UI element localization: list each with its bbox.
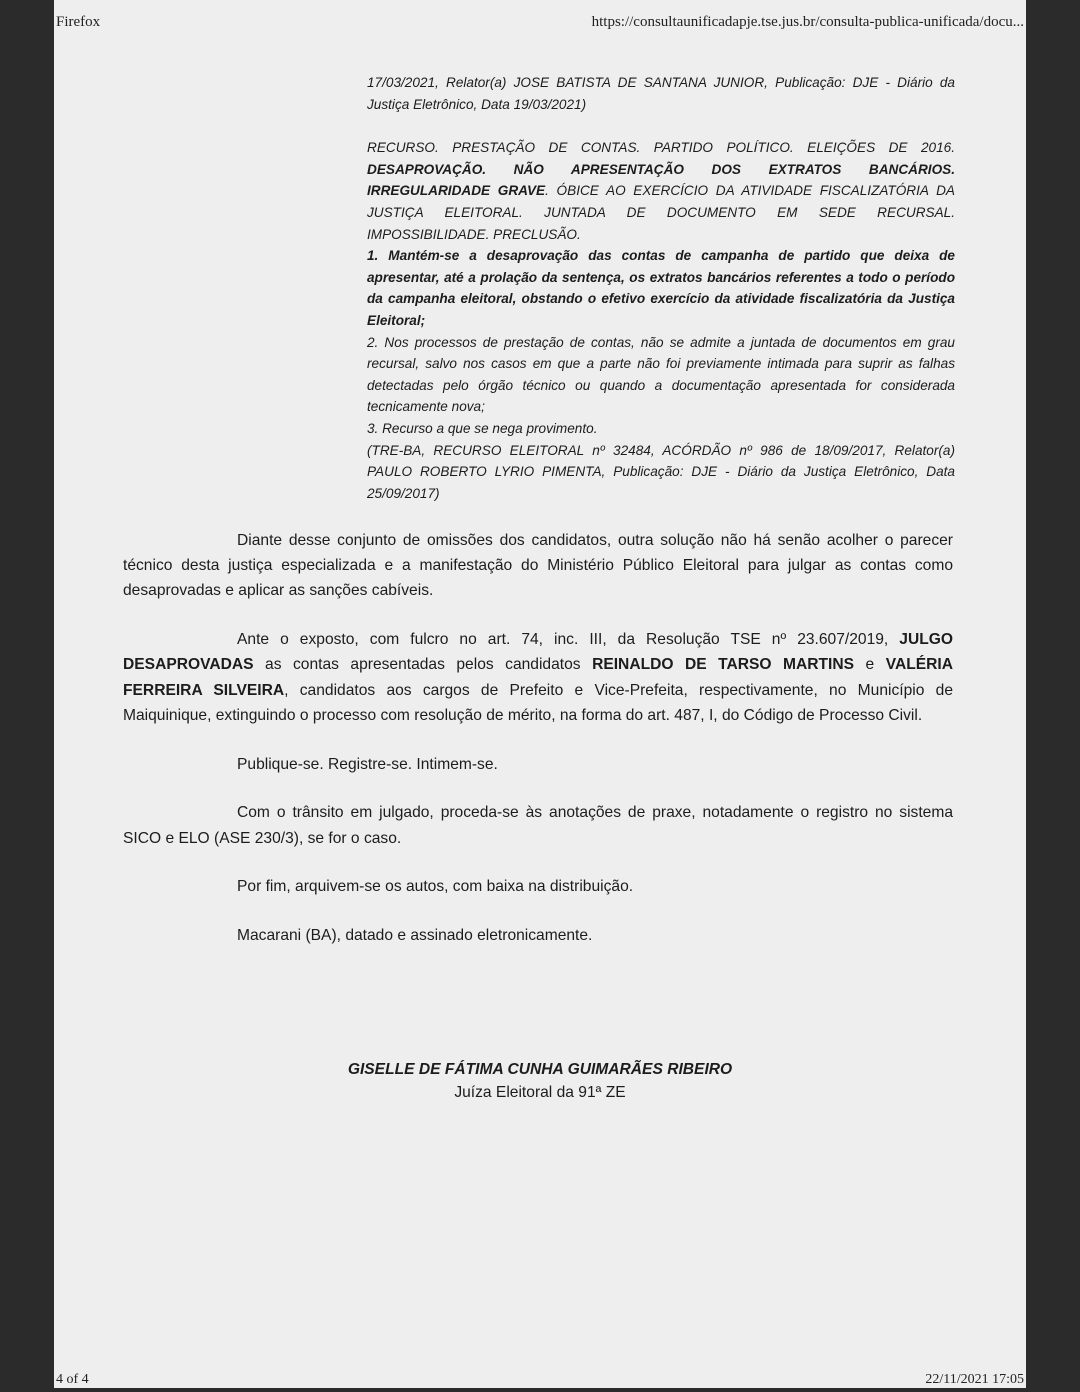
- page-indicator: 4 of 4: [56, 1372, 89, 1387]
- print-footer: [56, 1372, 1024, 1388]
- page-url[interactable]: https://consultaunificadapje.tse.jus.br/consulta-publica-unificada/docu...: [591, 14, 1024, 30]
- print-timestamp: 22/11/2021 17:05: [925, 1372, 1024, 1387]
- paragraph-transit: Com o trânsito em julgado, proceda-se às anotações de praxe, notadamente o registro no sistema SICO e ELO (ASE 230/3), se for o caso.: [123, 804, 953, 847]
- paragraph-publish: Publique-se. Registre-se. Intimem-se.: [237, 755, 498, 773]
- app-name: Firefox: [56, 14, 101, 30]
- judge-role: Juíza Eleitoral da 91ª ZE: [454, 1084, 626, 1101]
- signature-block: [54, 1058, 1026, 1104]
- jurisprudence-quote: [367, 72, 955, 504]
- decision-body: [123, 528, 953, 972]
- paragraph-conclusion: Diante desse conjunto de omissões dos candidatos, outra solução não há senão acolher o parecer técnico desta justiça especializada e a manifestação do Ministério Público Eleitoral para julgar as contas como desaprovadas e aplicar as sanções cabíveis.: [123, 532, 953, 600]
- judge-name: GISELLE DE FÁTIMA CUNHA GUIMARÃES RIBEIRO: [347, 1061, 733, 1078]
- document-page: [54, 0, 1026, 1388]
- quote-item-3: 3. Recurso a que se nega provimento.: [367, 420, 598, 436]
- quote-item-1: 1. Mantém-se a desaprovação das contas de campanha de partido que deixa de apresentar, até a prolação da sentença, os extratos bancários referentes a todo o período da campanha eleitoral, obstando o efetivo exercício da atividade fiscalizatória da Justiça Eleitoral;: [367, 248, 955, 328]
- paragraph-place-date: Macarani (BA), datado e assinado eletronicamente.: [237, 927, 593, 945]
- quote-item-2: 2. Nos processos de prestação de contas, não se admite a juntada de documentos em grau recursal, salvo nos casos em que a parte não foi previamente intimada para suprir as falhas detectadas pelo órgão técnico ou quando a documentação apresentada for considerada tecnicamente nova;: [367, 334, 955, 415]
- paragraph-archive: Por fim, arquivem-se os autos, com baixa na distribuição.: [237, 878, 634, 896]
- print-header: [56, 14, 1024, 34]
- quote-citation: (TRE-BA, RECURSO ELEITORAL nº 32484, ACÓRDÃO nº 986 de 18/09/2017, Relator(a) PAULO ROBERTO LYRIO PIMENTA, Publicação: DJE - Diário da Justiça Eletrônico, Data 25/09/2017): [367, 442, 955, 501]
- quote-ementa: RECURSO. PRESTAÇÃO DE CONTAS. PARTIDO POLÍTICO. ELEIÇÕES DE 2016. DESAPROVAÇÃO. NÃO APRESENTAÇÃO DOS EXTRATOS BANCÁRIOS. IRREGULARIDADE GRAVE. ÓBICE AO EXERCÍCIO DA ATIVIDADE FISCALIZATÓRIA DA JUSTIÇA ELEITORAL. JUNTADA DE DOCUMENTO EM SEDE RECURSAL. IMPOSSIBILIDADE. PRECLUSÃO.: [367, 140, 956, 242]
- paragraph-ruling: Ante o exposto, com fulcro no art. 74, inc. III, da Resolução TSE nº 23.607/2019, JULGO DESAPROVADAS as contas apresentadas pelos candidatos REINALDO DE TARSO MARTINS e VALÉRIA FERREIRA SILVEIRA, candidatos aos cargos de Prefeito e Vice-Prefeita, respectivamente, no Município de Maiquinique, extinguindo o processo com resolução de mérito, na forma do art. 487, I, do Código de Processo Civil.: [123, 631, 954, 724]
- quote-citation-end: 17/03/2021, Relator(a) JOSE BATISTA DE SANTANA JUNIOR, Publicação: DJE - Diário da Justiça Eletrônico, Data 19/03/2021): [367, 75, 955, 112]
